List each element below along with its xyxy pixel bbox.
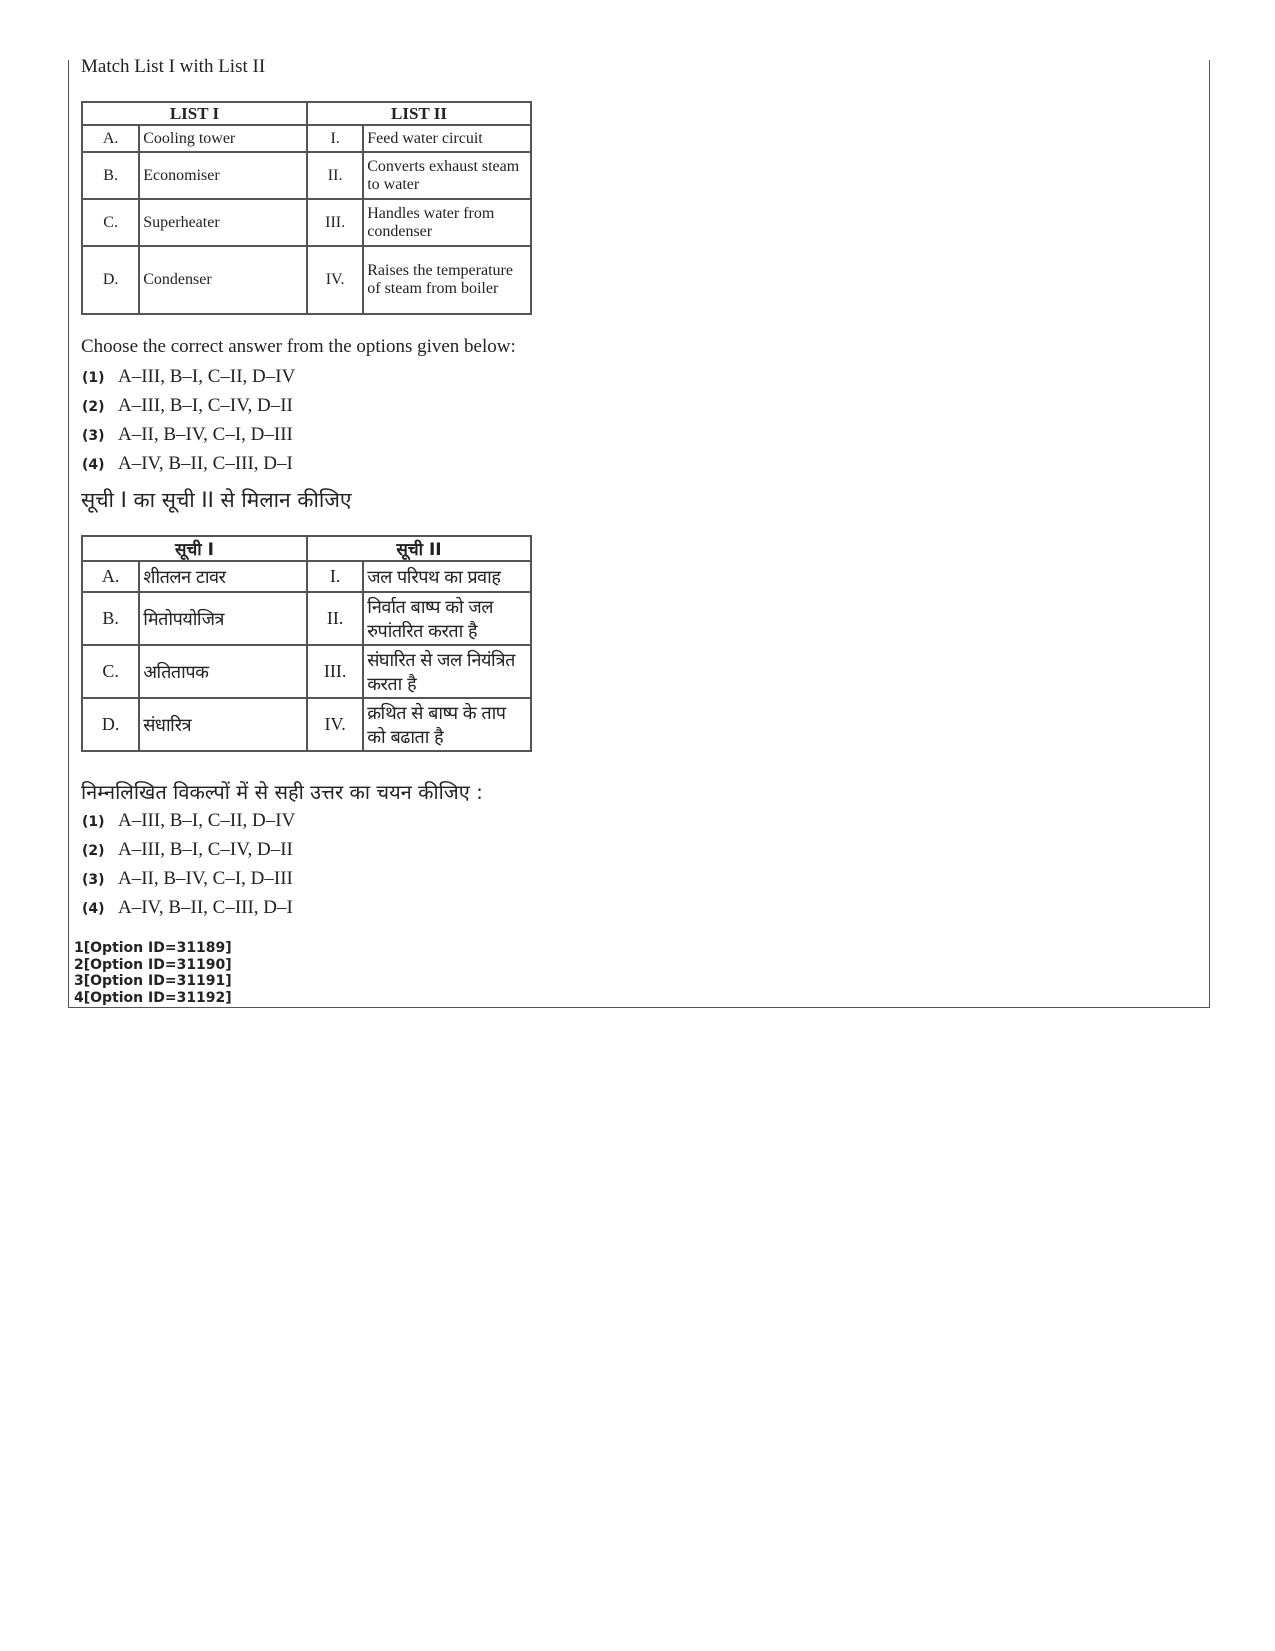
row-description: Raises the temperature of steam from boiler [363,246,531,314]
row-description: Handles water from condenser [363,199,531,246]
row-numeral: III. [307,199,363,246]
hindi-option-4 [82,895,293,921]
table-row [82,199,531,246]
row-item: Condenser [139,246,307,314]
list1-header: सूची I [82,536,307,561]
row-letter: D. [82,698,139,751]
hindi-match-table [81,535,532,752]
hindi-heading: सूची I का सूची II से मिलान कीजिए [81,488,352,512]
option-number: (4) [82,457,105,473]
row-numeral: I. [307,125,363,152]
row-letter: C. [82,199,139,246]
option-number: (1) [82,814,105,830]
row-description: जल परिपथ का प्रवाह [363,561,531,592]
option-number: (3) [82,872,105,888]
option-id: 4[Option ID=31192] [74,989,232,1006]
table-row [82,592,531,645]
option-number: (2) [82,843,105,859]
table-row [82,645,531,698]
table-row [82,152,531,199]
row-item: शीतलन टावर [139,561,307,592]
option-id-list [74,940,232,1006]
row-numeral: IV. [307,246,363,314]
row-item: Economiser [139,152,307,199]
option-text: A–III, B–I, C–II, D–IV [118,366,296,387]
row-letter: B. [82,152,139,199]
option-text: A–III, B–I, C–IV, D–II [118,839,293,860]
table-row [82,125,531,152]
option-text: A–IV, B–II, C–III, D–I [118,453,293,474]
option-number: (1) [82,370,105,386]
table-row [82,246,531,314]
list2-header: सूची II [307,536,531,561]
row-numeral: I. [307,561,363,592]
row-numeral: II. [307,592,363,645]
row-item: Cooling tower [139,125,307,152]
english-prompt: Choose the correct answer from the options given below: [81,336,516,357]
option-id: 1[Option ID=31189] [74,940,232,956]
hindi-option-2 [82,837,293,863]
hindi-option-1 [82,808,295,834]
row-item: मितोपयोजित्र [139,592,307,645]
table-row [82,698,531,751]
row-letter: A. [82,561,139,592]
option-number: (3) [82,428,105,444]
row-numeral: II. [307,152,363,199]
row-description: क्रथित से बाष्प के ताप को बढाता है [363,698,531,751]
english-option-3 [82,422,293,448]
option-text: A–III, B–I, C–IV, D–II [118,395,293,416]
row-numeral: III. [307,645,363,698]
option-text: A–II, B–IV, C–I, D–III [118,424,293,445]
row-item: Superheater [139,199,307,246]
row-description: Feed water circuit [363,125,531,152]
english-option-1 [82,364,295,390]
table-row [82,561,531,592]
row-description: निर्वात बाष्प को जल रुपांतरित करता है [363,592,531,645]
option-text: A–II, B–IV, C–I, D–III [118,868,293,889]
option-id: 2[Option ID=31190] [74,956,232,973]
list2-header: LIST II [307,102,531,125]
row-letter: B. [82,592,139,645]
row-description: संघारित से जल नियंत्रित करता है [363,645,531,698]
row-item: अतितापक [139,645,307,698]
english-heading: Match List I with List II [81,56,266,77]
option-id: 3[Option ID=31191] [74,973,232,989]
option-number: (2) [82,399,105,415]
row-description: Converts exhaust steam to water [363,152,531,199]
option-number: (4) [82,901,105,917]
row-numeral: IV. [307,698,363,751]
english-option-2 [82,393,293,419]
hindi-option-3 [82,866,293,892]
english-option-4 [82,451,293,477]
row-letter: A. [82,125,139,152]
row-letter: C. [82,645,139,698]
row-letter: D. [82,246,139,314]
list1-header: LIST I [82,102,307,125]
hindi-prompt: निम्नलिखित विकल्पों में से सही उत्तर का चयन कीजिए : [81,780,483,804]
row-item: संधारित्र [139,698,307,751]
option-text: A–IV, B–II, C–III, D–I [118,897,293,918]
english-match-table [81,101,532,315]
option-text: A–III, B–I, C–II, D–IV [118,810,296,831]
